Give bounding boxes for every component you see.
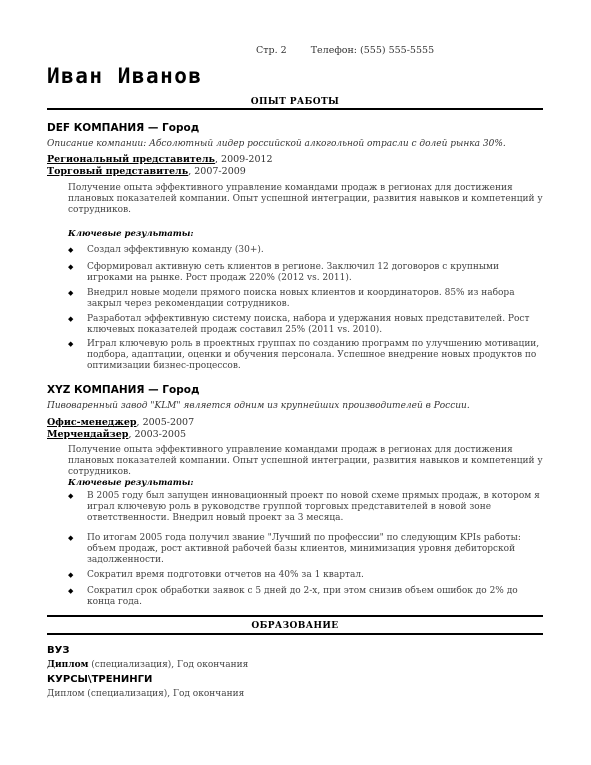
bullet-icon: ◆ [68, 263, 74, 271]
company-name: DEF КОМПАНИЯ — Город [47, 122, 200, 134]
role-title: Мерчендайзер [47, 429, 129, 440]
result-item: ◆ Внедрил новые модели прямого поиска новых клиентов и координаторов. 85% из набора закрыл через рекомендации сотрудников. [68, 288, 515, 309]
bullet-icon: ◆ [68, 492, 74, 500]
role-years: , 2005-2007 [136, 417, 195, 428]
result-item: ◆ Играл ключевую роль в проектных группах по созданию программ по улучшению мотивации, подбора, адаптации, оценки и обучения персонала. Успешное внедрение новых продуктов по оптимизации бизнес-процессов. [68, 339, 540, 371]
bullet-icon: ◆ [68, 246, 74, 254]
job-role [47, 154, 273, 165]
bullet-icon: ◆ [68, 571, 74, 579]
results-label: Ключевые результаты: [68, 229, 194, 239]
education-line: Диплом (специализация), Год окончания [47, 660, 249, 670]
role-years: , 2007-2009 [188, 166, 246, 177]
role-title: Офис-менеджер [47, 417, 137, 428]
result-item: ◆ По итогам 2005 года получил звание "Лучший по профессии" по следующим KPIs работы: объем продаж, рост активной рабочей базы клиентов, минимизация уровня дебиторской задолженности. [68, 533, 521, 565]
bullet-icon: ◆ [68, 587, 74, 595]
page-number: Стр. 2 [256, 45, 287, 56]
job-role [47, 166, 246, 177]
role-years: , 2003-2005 [128, 429, 187, 440]
education-title: ВУЗ [47, 645, 70, 656]
result-item: ◆ Сократил срок обработки заявок с 5 дней до 2-х, при этом снизив объем ошибок до 2% до конца года. [68, 586, 518, 607]
education-title: КУРСЫ\ТРЕНИНГИ [47, 674, 153, 685]
role-title: Региональный представитель [47, 154, 215, 165]
role-title: Торговый представитель [47, 166, 189, 177]
experience-heading: ОПЫТ РАБОТЫ [250, 97, 340, 107]
company-description: Описание компании: Абсолютный лидер российской алкогольной отрасли с долей рынка 30%. [47, 139, 506, 149]
result-item: ◆ Разработал эффективную систему поиска, набора и удержания новых представителей. Рост ключевых показателей продаж составил 25% (2011 vs. 2010). [68, 314, 530, 335]
job-summary: Получение опыта эффективного управление командами продаж в регионах для достижения плановых показателей компании. Опыт успешной интеграции, развития навыков и компетенций у сотрудников. [68, 183, 543, 215]
education-heading: ОБРАЗОВАНИЕ [251, 621, 339, 631]
result-item: ◆ В 2005 году был запущен инновационный проект по новой схеме прямых продаж, в котором я играл ключевую роль в руководстве группой торговых представителей в новой зоне ответственности. Внедрил новый проект за 3 месяца. [68, 491, 540, 523]
results-label: Ключевые результаты: [68, 478, 194, 488]
result-item: ◆ Сформировал активную сеть клиентов в регионе. Заключил 12 договоров с крупными игроками на рынке. Рост продаж 220% (2012 vs. 2011). [68, 262, 500, 283]
candidate-name: Иван Иванов [47, 64, 203, 88]
bullet-icon: ◆ [68, 315, 74, 323]
education-line: Диплом (специализация), Год окончания [47, 689, 245, 699]
role-years: , 2009-2012 [215, 154, 273, 165]
company-description: Пивоваренный завод "KLM" является одним из крупнейших производителей в России. [47, 401, 470, 411]
phone: Телефон: (555) 555-5555 [310, 45, 435, 56]
result-item: ◆ Создал эффективную команду (30+). [68, 245, 264, 255]
diploma-label: Диплом [47, 660, 89, 670]
job-role [47, 429, 186, 440]
section-divider [47, 108, 543, 110]
bullet-icon: ◆ [68, 534, 74, 542]
section-divider [47, 633, 543, 635]
bullet-icon: ◆ [68, 340, 74, 348]
job-role [47, 417, 194, 428]
page-header [256, 45, 434, 56]
company-name: XYZ КОМПАНИЯ — Город [47, 384, 200, 396]
result-item: ◆ Сократил время подготовки отчетов на 40% за 1 квартал. [68, 570, 364, 580]
section-divider [47, 615, 543, 617]
bullet-icon: ◆ [68, 289, 74, 297]
job-summary: Получение опыта эффективного управление командами продаж в регионах для достижения плановых показателей компании. Опыт успешной интеграции, развития навыков и компетенций у сотрудников. [68, 445, 543, 477]
